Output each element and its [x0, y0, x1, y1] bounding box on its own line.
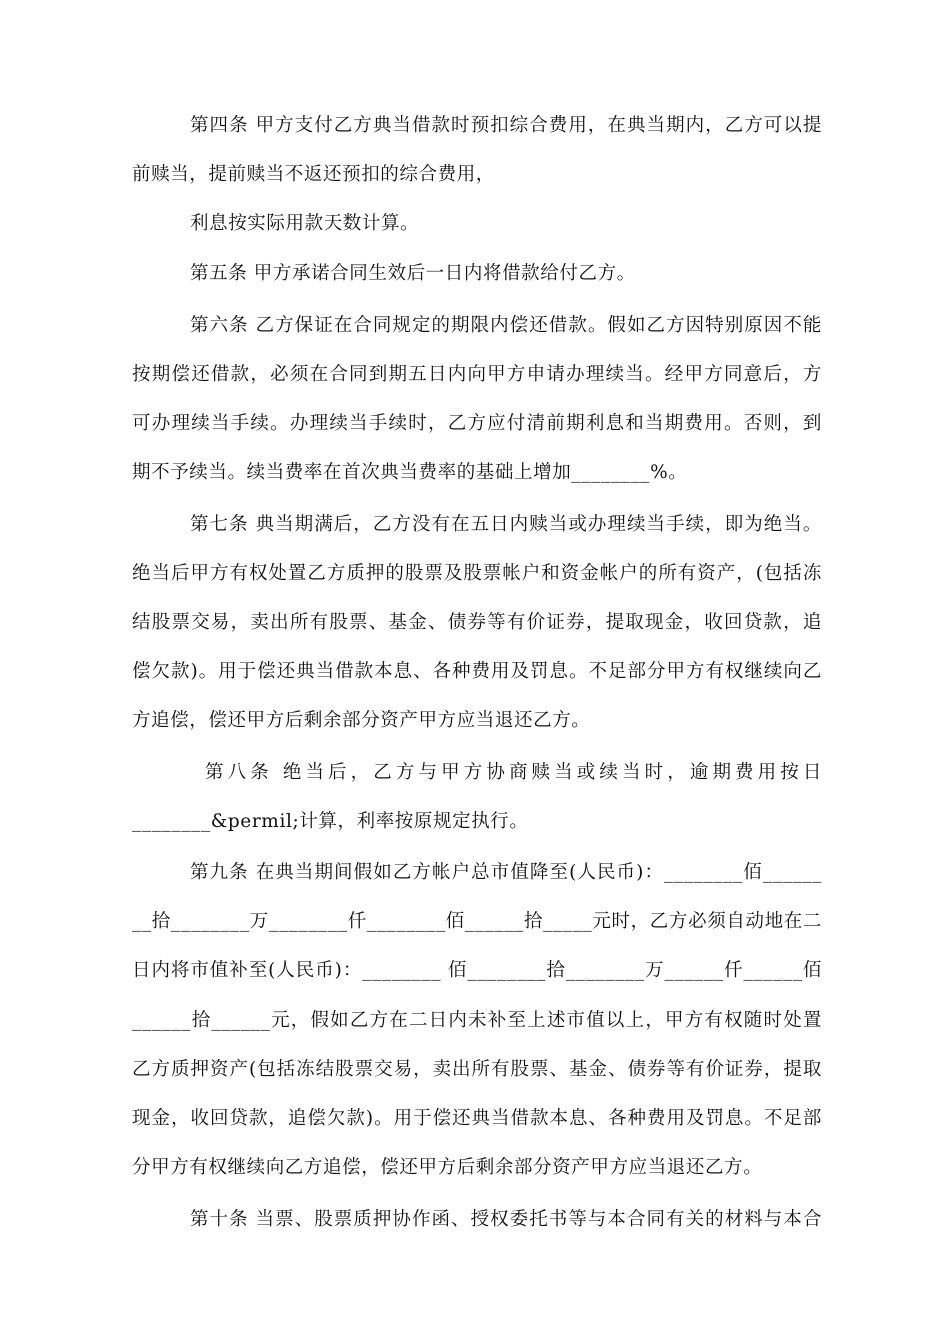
article-4-line-2: 前赎当，提前赎当不返还预扣的综合费用，	[132, 164, 495, 185]
article-9-line-1: 第九条 在典当期间假如乙方帐户总市值降至(人民币)：________佰______	[190, 862, 822, 883]
article-9-line-3: 日内将市值补至(人民币)：________ 佰________拾________万______仟______佰	[132, 960, 822, 981]
article-9-line-5: 乙方质押资产(包括冻结股票交易，卖出所有股票、基金、债券等有价证券，提取	[132, 1059, 822, 1080]
article-6-line-4: 期不予续当。续当费率在首次典当费率的基础上增加________%。	[132, 462, 688, 483]
article-9-line-2: __拾________万________仟________佰______拾_____元时，乙方必须自动地在二	[132, 911, 822, 932]
article-9-line-7: 分甲方有权继续向乙方追偿，偿还甲方后剩余部分资产甲方应当退还乙方。	[132, 1157, 763, 1178]
article-4-line-1: 第四条 甲方支付乙方典当借款时预扣综合费用，在典当期内，乙方可以提	[190, 115, 822, 136]
article-6-line-3: 可办理续当手续。办理续当手续时，乙方应付清前期利息和当期费用。否则，到	[132, 413, 822, 434]
article-9-line-4: ______拾______元，假如乙方在二日内未补至上述市值以上，甲方有权随时处置	[132, 1010, 822, 1031]
article-7-line-1: 第七条 典当期满后，乙方没有在五日内赎当或办理续当手续，即为绝当。	[190, 514, 822, 535]
article-5-line-1: 第五条 甲方承诺合同生效后一日内将借款给付乙方。	[190, 263, 636, 284]
article-7-line-3: 结股票交易，卖出所有股票、基金、债券等有价证券，提取现金，收回贷款，追	[132, 612, 822, 633]
article-7-line-5: 方追偿，偿还甲方后剩余部分资产甲方应当退还乙方。	[132, 710, 591, 731]
article-8-line-1: 第八条 绝当后，乙方与甲方协商赎当或续当时，逾期费用按日	[205, 762, 822, 783]
article-7-line-2: 绝当后甲方有权处置乙方质押的股票及股票帐户和资金帐户的所有资产，(包括冻	[132, 563, 822, 584]
article-7-line-4: 偿欠款)。用于偿还典当借款本息、各种费用及罚息。不足部分甲方有权继续向乙	[132, 661, 822, 682]
article-6-line-1: 第六条 乙方保证在合同规定的期限内偿还借款。假如乙方因特别原因不能	[190, 315, 822, 336]
article-9-line-6: 现金，收回贷款，追偿欠款)。用于偿还典当借款本息、各种费用及罚息。不足部	[132, 1108, 822, 1129]
article-8-line-2: ________&permil;计算，利率按原规定执行。	[132, 811, 529, 832]
article-10-line-1: 第十条 当票、股票质押协作函、授权委托书等与本合同有关的材料与本合	[190, 1209, 822, 1230]
article-4-line-3: 利息按实际用款天数计算。	[190, 213, 420, 234]
article-6-line-2: 按期偿还借款，必须在合同到期五日内向甲方申请办理续当。经甲方同意后，方	[132, 364, 822, 385]
